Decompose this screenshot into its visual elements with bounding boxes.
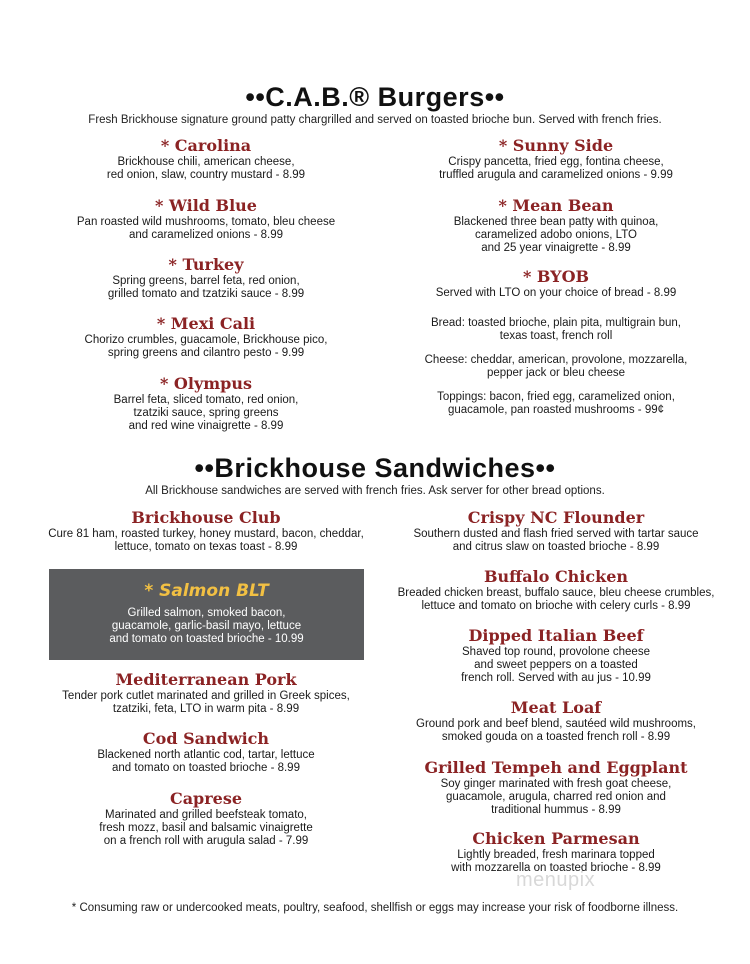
item-name: * Turkey: [168, 255, 244, 274]
burger-item: [20, 255, 392, 301]
sandwich-item: [20, 508, 392, 554]
item-name: * Mean Bean: [498, 196, 614, 215]
item-desc-line: Chorizo crumbles, guacamole, Brickhouse pico,: [84, 334, 328, 346]
sandwich-item: [375, 758, 737, 817]
item-desc-line: red onion, slaw, country mustard - 8.99: [106, 169, 306, 181]
item-name: Brickhouse Club: [131, 508, 281, 527]
featured-item-panel: [49, 569, 364, 660]
item-desc-line: and tomato on toasted brioche - 10.99: [109, 633, 304, 645]
item-name: Cod Sandwich: [142, 729, 270, 748]
item-desc-line: Grilled salmon, smoked bacon,: [127, 607, 286, 619]
item-desc-line: Breaded chicken breast, buffalo sauce, bleu cheese crumbles,: [397, 587, 715, 599]
item-desc-line: and caramelized onions - 8.99: [128, 229, 284, 241]
item-desc-line: Pan roasted wild mushrooms, tomato, bleu cheese: [76, 216, 336, 228]
byob-line: Cheese: cheddar, american, provolone, mozzarella,: [424, 354, 688, 366]
item-desc-line: Crispy pancetta, fried egg, fontina cheese,: [448, 156, 664, 168]
item-name: * Olympus: [159, 374, 252, 393]
burger-item: [20, 136, 392, 182]
item-desc-line: lettuce and tomato on brioche with celery curls - 8.99: [421, 600, 691, 612]
item-desc-line: Soy ginger marinated with fresh goat cheese,: [440, 778, 672, 790]
item-desc-line: on a french roll with arugula salad - 7.99: [103, 835, 309, 847]
sandwiches-title: ••Brickhouse Sandwiches••: [194, 453, 556, 483]
item-desc-line: caramelized adobo onions, LTO: [475, 229, 637, 241]
item-desc-line: Barrel feta, sliced tomato, red onion,: [113, 394, 299, 406]
item-desc-line: guacamole, arugula, charred red onion and: [446, 791, 666, 803]
sandwich-item: [20, 729, 392, 775]
item-desc-line: Brickhouse chili, american cheese,: [117, 156, 295, 168]
sandwich-item: [20, 670, 392, 716]
byob-line: pepper jack or bleu cheese: [486, 367, 626, 379]
byob-line: texas toast, french roll: [499, 330, 613, 342]
item-name: Buffalo Chicken: [483, 567, 629, 586]
item-desc-line: traditional hummus - 8.99: [491, 804, 621, 816]
item-desc-line: Shaved top round, provolone cheese: [462, 646, 650, 658]
burger-item: [375, 196, 737, 255]
sandwich-item: [375, 508, 737, 554]
item-desc-line: Southern dusted and flash fried served with tartar sauce: [413, 528, 699, 540]
item-desc-line: guacamole, garlic-basil mayo, lettuce: [111, 620, 302, 632]
item-desc-line: Served with LTO on your choice of bread - 8.99: [435, 287, 677, 299]
item-desc-line: and citrus slaw on toasted brioche - 8.99: [452, 541, 660, 553]
item-desc-line: Lightly breaded, fresh marinara topped: [457, 849, 655, 861]
sandwich-item: [20, 789, 392, 848]
item-name: * Wild Blue: [155, 196, 257, 215]
item-name: Grilled Tempeh and Eggplant: [424, 758, 688, 777]
item-desc-line: tzatziki sauce, spring greens: [133, 407, 279, 419]
item-name: Meat Loaf: [510, 698, 602, 717]
burger-item: [20, 196, 392, 242]
byob-line: Toppings: bacon, fried egg, caramelized onion,: [437, 391, 675, 403]
item-desc-line: and sweet peppers on a toasted: [474, 659, 638, 671]
sandwiches-subtitle: All Brickhouse sandwiches are served with french fries. Ask server for other bread options.: [145, 485, 605, 497]
item-desc-line: Spring greens, barrel feta, red onion,: [112, 275, 300, 287]
byob-cheese: [375, 354, 737, 380]
item-desc-line: Blackened north atlantic cod, tartar, lettuce: [97, 749, 315, 761]
item-name: * BYOB: [522, 267, 590, 286]
item-desc-line: truffled arugula and caramelized onions - 9.99: [439, 169, 673, 181]
item-desc-line: Marinated and grilled beefsteak tomato,: [104, 809, 307, 821]
sandwich-item: [375, 567, 737, 613]
food-safety-disclaimer: * Consuming raw or undercooked meats, poultry, seafood, shellfish or eggs may increase your risk of foodborne illness.: [71, 902, 679, 914]
item-desc-line: and red wine vinaigrette - 8.99: [128, 420, 284, 432]
item-desc-line: with mozzarella on toasted brioche - 8.99: [451, 862, 661, 874]
watermark: menupix: [516, 869, 596, 891]
item-desc-line: and tomato on toasted brioche - 8.99: [112, 762, 300, 774]
item-name: * Sunny Side: [498, 136, 614, 155]
byob-bread: [375, 317, 737, 343]
item-desc-line: grilled tomato and tzatziki sauce - 8.99: [107, 288, 305, 300]
featured-item-name: * Salmon BLT: [144, 581, 269, 601]
item-desc-line: Tender pork cutlet marinated and grilled in Greek spices,: [62, 690, 350, 702]
burger-item: [375, 136, 737, 182]
burger-item: [20, 374, 392, 433]
item-desc-line: fresh mozz, basil and balsamic vinaigrette: [99, 822, 313, 834]
item-desc-line: tzatziki, feta, LTO in warm pita - 8.99: [112, 703, 300, 715]
item-desc-line: Cure 81 ham, roasted turkey, honey mustard, bacon, cheddar,: [48, 528, 364, 540]
item-desc-line: spring greens and cilantro pesto - 9.99: [107, 347, 305, 359]
item-name: Dipped Italian Beef: [468, 626, 644, 645]
burger-item: [375, 267, 737, 300]
item-desc-line: and 25 year vinaigrette - 8.99: [481, 242, 631, 254]
burgers-subtitle: Fresh Brickhouse signature ground patty chargrilled and served on toasted brioche bun. Served with french fries.: [88, 114, 662, 126]
sandwich-item: [375, 626, 737, 685]
item-name: Mediterranean Pork: [115, 670, 297, 689]
burgers-title: ••C.A.B.® Burgers••: [245, 82, 505, 112]
item-desc-line: Blackened three bean patty with quinoa,: [453, 216, 659, 228]
item-name: Chicken Parmesan: [472, 829, 640, 848]
item-desc-line: french roll. Served with au jus - 10.99: [461, 672, 651, 684]
item-desc-line: lettuce, tomato on texas toast - 8.99: [114, 541, 298, 553]
byob-line: Bread: toasted brioche, plain pita, multigrain bun,: [431, 317, 681, 329]
byob-line: guacamole, pan roasted mushrooms - 99¢: [447, 404, 665, 416]
item-desc-line: smoked gouda on a toasted french roll - 8.99: [441, 731, 671, 743]
byob-toppings: [375, 391, 737, 417]
item-desc-line: Ground pork and beef blend, sautéed wild mushrooms,: [416, 718, 696, 730]
sandwich-item: [375, 698, 737, 744]
item-name: * Carolina: [160, 136, 252, 155]
burger-item: [20, 314, 392, 360]
item-name: Caprese: [169, 789, 243, 808]
item-name: * Mexi Cali: [156, 314, 256, 333]
item-name: Crispy NC Flounder: [467, 508, 645, 527]
